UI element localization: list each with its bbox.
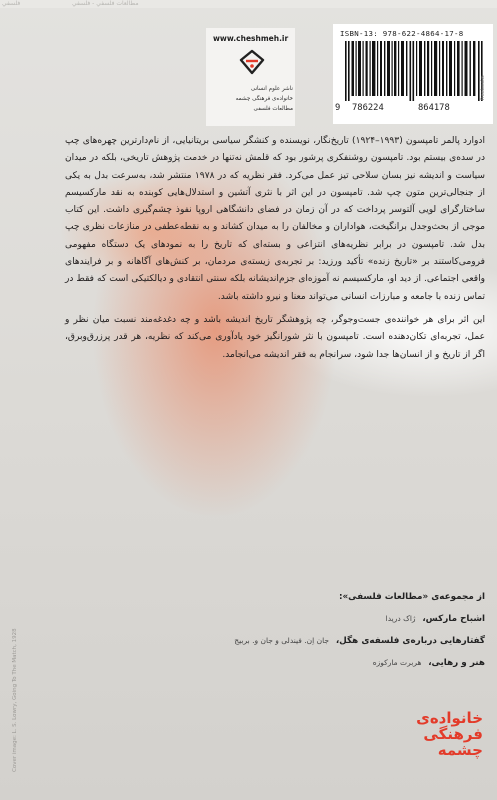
publisher-brand-logo xyxy=(416,710,483,758)
series-item-author: ژاک دریدا xyxy=(385,614,416,623)
series-heading: از مجموعه‌ی «مطالعات فلسفی»: xyxy=(338,592,485,602)
series-item xyxy=(65,608,485,630)
cheshmeh-logo-icon xyxy=(237,47,267,77)
isbn-text: ISBN-13: 978-622-4864-17-8 xyxy=(340,29,464,38)
top-strip-center: مطالعات فلسفي - فلسفي xyxy=(72,0,139,7)
series-item-title: اشباح مارکس، xyxy=(422,614,485,624)
barcode-digit-first: 9 xyxy=(335,103,341,113)
top-strip xyxy=(0,0,497,8)
barcode xyxy=(345,41,487,101)
brand-line: فرهنگی xyxy=(423,725,483,743)
publisher-line-1: ناشر علوم انسانی xyxy=(250,86,293,92)
series-item xyxy=(65,652,485,674)
series-item-author: جان اِن. فیندلی و جان و. بربیج xyxy=(234,636,330,645)
cover-image-credit: Cover image: L. S. Lowry, Going To The Match, 1928 xyxy=(12,628,18,772)
brand-line: چشمه xyxy=(437,741,483,759)
series-item xyxy=(65,630,485,652)
series-item-title: گفتارهایی درباره‌ی فلسفه‌ی هگل، xyxy=(335,636,485,646)
barcode-digits-left: 786224 xyxy=(352,103,384,113)
barcode-side-tag: freebooks xyxy=(480,75,486,100)
series-list xyxy=(65,587,485,674)
blurb xyxy=(65,133,485,370)
series-item-author: هربرت مارکوزه xyxy=(372,658,422,667)
publisher-line-3: مطالعات فلسفی xyxy=(253,106,293,112)
publisher-line-2: خانواده‌ی فرهنگی چشمه xyxy=(235,96,293,102)
top-strip-left: فلسفي xyxy=(2,0,21,7)
publisher-website: www.cheshmeh.ir xyxy=(213,34,289,43)
brand-line: خانواده‌ی xyxy=(416,709,483,727)
series-item-title: هنر و رهایی، xyxy=(428,658,485,668)
blurb-paragraph-2: این اثر برای هر خواننده‌ی جست‌وجوگر، چه پژوهشگر تاریخ اندیشه باشد و چه دغدغه‌مند نسبت میان نظر و عمل، تجربه‌ای تکان‌دهنده است. تامپسون با نثر شورانگیز خود یادآوری می‌کند که نظریه، هر قدر پرزرق‌وبرق، اگر از تاریخ و از انسان‌ها جدا شود، سرانجام به فقر اندیشه می‌انجامد. xyxy=(65,314,485,360)
barcode-digits-right: 864178 xyxy=(418,103,450,113)
blurb-paragraph-1: ادوارد پالمر تامپسون (۱۹۹۳–۱۹۲۴) تاریخ‌نگار، نویسنده و کنشگر سیاسی بریتانیایی، از نام‌دارترین چهره‌های چپ در سده‌ی بیستم بود. تامپسون روشنفکری پرشور بود که قلمش نه‌تنها در خدمت پژوهش تاریخی، بلکه در میدان سیاست و اندیشه نیز بسان سلاحی تیز عمل می‌کرد. فقر نظریه که در ۱۹۷۸ منتشر شد، به‌سرعت بدل به یکی از جنجالی‌ترین متون چپ شد. تامپسون در این اثر با نثری آتشین و استدلال‌هایی کوبنده به نقد مارکسیسم ساختارگرای لویی آلتوسر پرداخت که در آن زمان در فضای دانشگاهی اروپا نفوذ چشم‌گیری داشت. این کتاب موجی از بحث‌وجدل برانگیخت، هواداران و مخالفان را به میدان کشاند و به نقطه‌عطفی در منازعات نظری چپ بدل شد. تامپسون در برابر نظریه‌های انتزاعی و بسته‌ای که تاریخ را به نمودهای یک دستگاه مفهومی فرومی‌کاستند بر «تاریخ زنده» تأکید ورزید: بر تجربه‌ی زیسته‌ی مردمان، بر کنش‌های آگاهانه و بر فرایندهای واقعی اجتماعی. از دید او، مارکسیسم نه آموزه‌ای جزم‌اندیشانه بلکه سنتی انتقادی و دیالکتیکی است که فقط در تماس زنده با جامعه و مبارزات انسانی می‌تواند معنا و نیرو داشته باشد. xyxy=(65,136,486,302)
